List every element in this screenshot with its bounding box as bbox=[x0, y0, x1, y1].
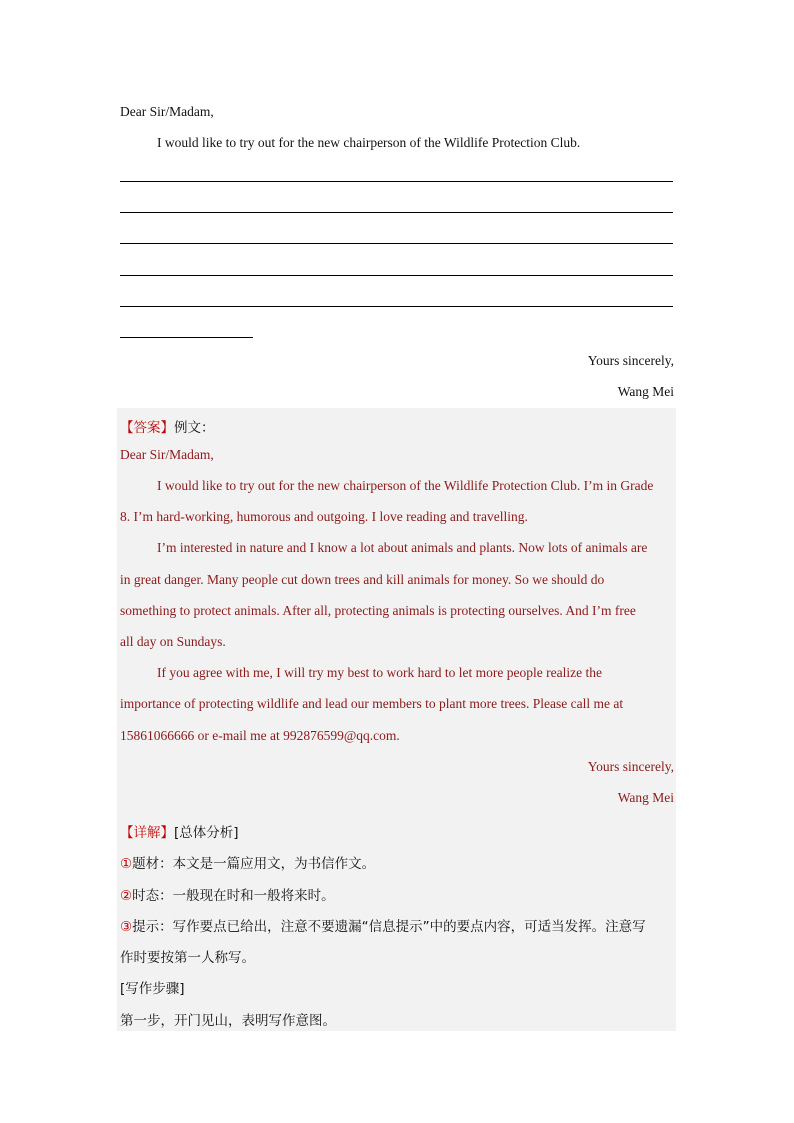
answer-signature: Wang Mei bbox=[617, 790, 674, 805]
answer-p2-line3: something to protect animals. After all, protecting animals is protecting ourselves. And I’m free bbox=[120, 603, 636, 618]
answer-p1-line1: I would like to try out for the new chairperson of the Wildlife Protection Club. I’m in Grade bbox=[157, 478, 654, 493]
detail-item-3-text-line1: 提示：写作要点已给出，注意不要遗漏“信息提示”中的要点内容，可适当发挥。注意写 bbox=[132, 919, 646, 935]
detail-label-suffix: [总体分析] bbox=[174, 825, 239, 841]
answer-label-suffix: 例文： bbox=[174, 420, 215, 436]
answer-p2-line1: I’m interested in nature and I know a lot about animals and plants. Now lots of animals are bbox=[157, 540, 648, 555]
detail-heading bbox=[120, 821, 674, 841]
answer-blank-line-1 bbox=[120, 181, 673, 182]
answer-salutation: Dear Sir/Madam, bbox=[120, 447, 214, 462]
detail-item-3 bbox=[120, 915, 674, 935]
answer-blank-line-6 bbox=[120, 337, 253, 338]
detail-step-1: 第一步，开门见山，表明写作意图。 bbox=[120, 1013, 336, 1029]
detail-item-1 bbox=[120, 852, 674, 872]
answer-blank-line-2 bbox=[120, 212, 673, 213]
answer-p3-line3: 15861066666 or e-mail me at 992876599@qq.com. bbox=[120, 728, 400, 743]
answer-p2-line2: in great danger. Many people cut down trees and kill animals for money. So we should do bbox=[120, 572, 605, 587]
answer-blank-line-3 bbox=[120, 243, 673, 244]
question-opening-line: I would like to try out for the new chairperson of the Wildlife Protection Club. bbox=[157, 135, 581, 150]
detail-steps-header: [写作步骤] bbox=[120, 981, 185, 997]
detail-item-1-number: ① bbox=[120, 856, 133, 872]
detail-item-1-text: 题材：本文是一篇应用文，为书信作文。 bbox=[132, 856, 376, 872]
answer-label: 【答案】 bbox=[120, 420, 174, 436]
answer-p3-line1: If you agree with me, I will try my best to work hard to let more people realize the bbox=[157, 665, 602, 680]
answer-p2-line4: all day on Sundays. bbox=[120, 634, 226, 649]
question-salutation: Dear Sir/Madam, bbox=[120, 104, 214, 119]
detail-item-2-text: 时态：一般现在时和一般将来时。 bbox=[132, 888, 335, 904]
question-signature: Wang Mei bbox=[617, 384, 674, 399]
answer-blank-line-5 bbox=[120, 306, 673, 307]
detail-item-3-number: ③ bbox=[120, 919, 133, 935]
detail-item-3-text-line2: 作时要按第一人称写。 bbox=[120, 950, 255, 966]
answer-p1-line2: 8. I’m hard-working, humorous and outgoing. I love reading and travelling. bbox=[120, 509, 528, 524]
answer-closing: Yours sincerely, bbox=[587, 759, 674, 774]
detail-item-2-number: ② bbox=[120, 888, 133, 904]
detail-item-2 bbox=[120, 884, 674, 904]
answer-shaded-block bbox=[117, 408, 676, 1031]
answer-blank-line-4 bbox=[120, 275, 673, 276]
question-closing: Yours sincerely, bbox=[587, 353, 674, 368]
answer-p3-line2: importance of protecting wildlife and lead our members to plant more trees. Please call me at bbox=[120, 696, 624, 711]
detail-label: 【详解】 bbox=[120, 825, 174, 841]
answer-heading bbox=[120, 416, 674, 436]
